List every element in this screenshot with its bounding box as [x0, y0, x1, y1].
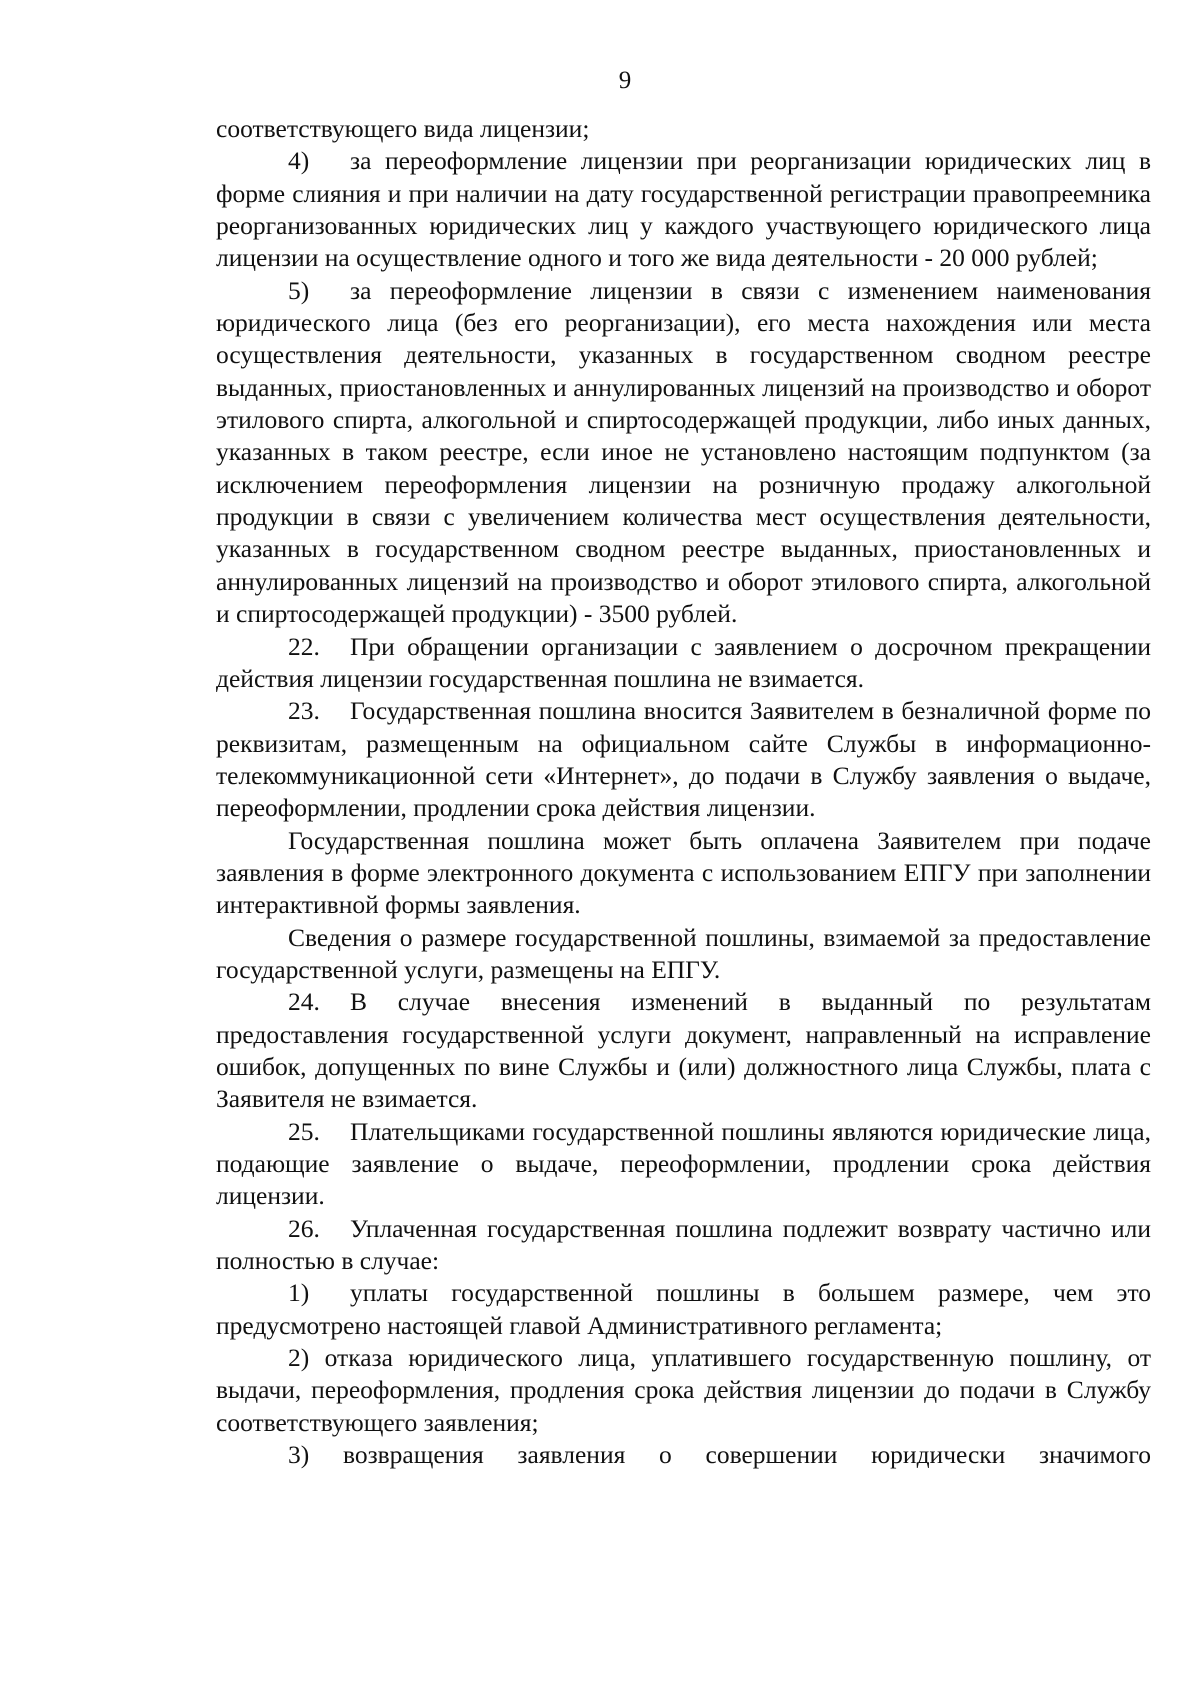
paragraph-text: за переоформление лицензии при реорганизации юридических лиц в форме слияния и при наличии на дату государственной регистрации правопреемника реорганизованных юридических лиц у каждого участвующего юридического лица лицензии на осуществление одного и того же вида деятельности - 20 000 рублей; [216, 146, 1151, 273]
paragraph-24 [216, 986, 1151, 1115]
paragraph-text: за переоформление лицензии в связи с изменением наименования юридического лица (без его реорганизации), его места нахождения или места осуществления деятельности, указанных в государственном сводном реестре выданных, приостановленных и аннулированных лицензий на производство и оборот этилового спирта, алкогольной и спиртосодержащей продукции, либо иных данных, указанных в таком реестре, если иное не установлено настоящим подпунктом (за исключением переоформления лицензии на розничную продажу алкогольной продукции в связи с увеличением количества мест осуществления деятельности, указанных в государственном сводном реестре выданных, приостановленных и аннулированных лицензий на производство и оборот этилового спирта, алкогольной и спиртосодержащей продукции) - 3500 рублей. [216, 275, 1151, 629]
paragraph-item-2 [216, 1342, 1151, 1439]
paragraph-text: Плательщиками государственной пошлины являются юридические лица, подающие заявление о выдаче, переоформлении, продлении срока действия лицензии. [216, 1116, 1151, 1211]
paragraph-fee-epgu [216, 825, 1151, 922]
paragraph-continuation [216, 113, 1151, 145]
paragraph-22 [216, 631, 1151, 696]
paragraph-text: Сведения о размере государственной пошлины, взимаемой за предоставление государственной услуги, размещены на ЕПГУ. [216, 922, 1151, 984]
paragraph-text: соответствующего вида лицензии; [216, 114, 590, 143]
document-body [216, 113, 1151, 1471]
paragraph-text: Государственная пошлина вносится Заявителем в безналичной форме по реквизитам, размещенным на официальном сайте Службы в информационно-телекоммуникационной сети «Интернет», до подачи в Службу заявления о выдаче, переоформлении, продлении срока действия лицензии. [216, 696, 1151, 823]
item-marker: 1) [288, 1278, 310, 1308]
paragraph-25 [216, 1116, 1151, 1213]
item-marker: 5) [288, 275, 310, 305]
paragraph-item-1 [216, 1277, 1151, 1342]
paragraph-text: 3) возвращения заявления о совершении юридически значимого [288, 1440, 1151, 1470]
paragraph-23 [216, 695, 1151, 824]
page-number: 9 [618, 67, 632, 94]
paragraph-item-3 [216, 1439, 1151, 1471]
paragraph-text: 2) отказа юридического лица, уплатившего государственную пошлину, от выдачи, переоформления, продления срока действия лицензии до подачи в Службу соответствующего заявления; [216, 1343, 1151, 1437]
clause-number: 25. [288, 1116, 320, 1146]
clause-number: 22. [288, 631, 320, 661]
clause-number: 24. [288, 987, 320, 1017]
paragraph-26 [216, 1213, 1151, 1278]
paragraph-fee-info [216, 922, 1151, 987]
paragraph-text: При обращении организации с заявлением о досрочном прекращении действия лицензии государственная пошлина не взимается. [216, 631, 1151, 693]
paragraph-text: Государственная пошлина может быть оплачена Заявителем при подаче заявления в форме электронного документа с использованием ЕПГУ при заполнении интерактивной формы заявления. [216, 825, 1151, 920]
item-marker: 4) [288, 146, 310, 176]
clause-number: 26. [288, 1213, 320, 1243]
paragraph-text: уплаты государственной пошлины в большем размере, чем это предусмотрено настоящей главой Административного регламента; [216, 1278, 1151, 1340]
clause-number: 23. [288, 696, 320, 726]
paragraph-item-5 [216, 275, 1151, 631]
paragraph-text: В случае внесения изменений в выданный по результатам предоставления государственной услуги документ, направленный на исправление ошибок, допущенных по вине Службы и (или) должностного лица Службы, плата с Заявителя не взимается. [216, 987, 1151, 1114]
paragraph-text: Уплаченная государственная пошлина подлежит возврату частично или полностью в случае: [216, 1213, 1151, 1276]
paragraph-item-4 [216, 145, 1151, 274]
